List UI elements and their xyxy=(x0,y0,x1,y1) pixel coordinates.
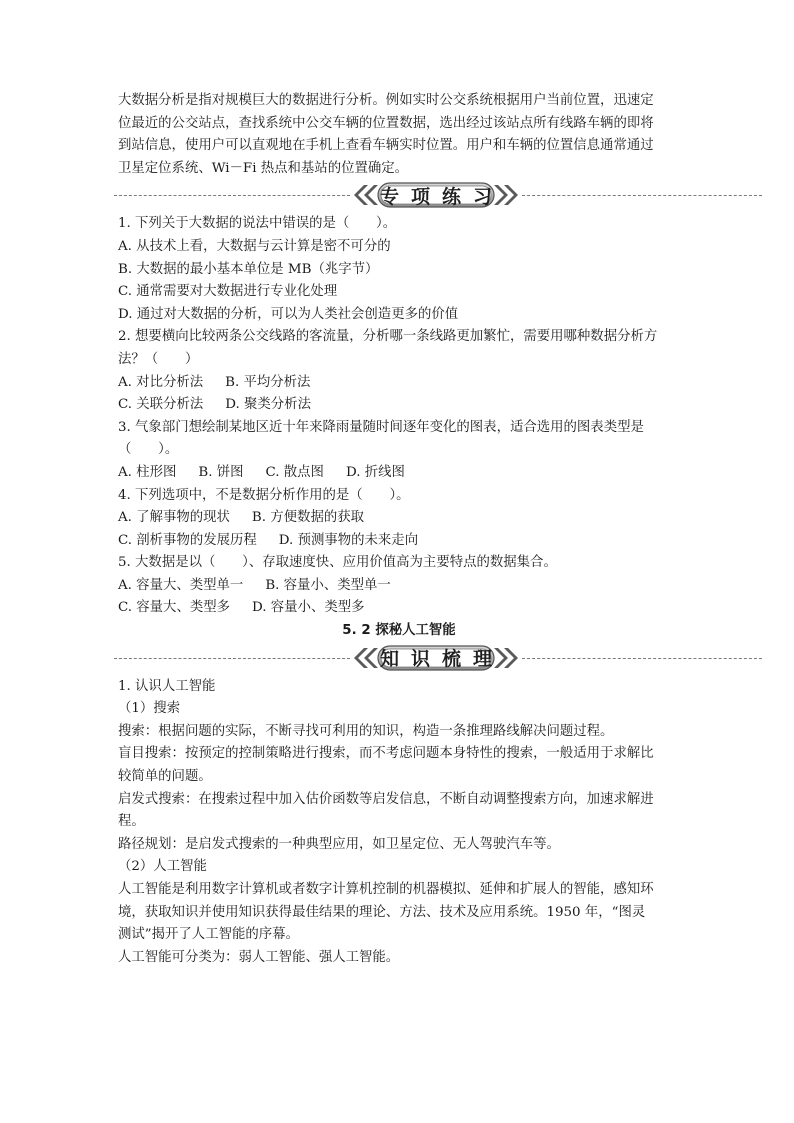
intro-paragraph xyxy=(118,90,680,180)
question-3 xyxy=(118,417,680,485)
question-4 xyxy=(118,485,680,553)
banner-divider-left xyxy=(114,195,350,196)
banner-ribbon xyxy=(350,645,522,671)
question-5 xyxy=(118,552,680,620)
intro-line: 卫星定位系统、Wi－Fi 热点和基站的位置确定。 xyxy=(118,160,409,176)
options-row xyxy=(118,575,680,598)
question-stem: 4. 下列选项中，不是数据分析作用的是（ ）。 xyxy=(118,487,410,503)
option-d: D. 折线图 xyxy=(345,464,405,480)
definition-ai: 测试”揭开了人工智能的序幕。 xyxy=(118,927,299,943)
question-stem: 5. 大数据是以（ ）、存取速度快、应用价值高为主要特点的数据集合。 xyxy=(118,555,557,571)
definition-heuristic-search: 启发式搜索：在搜索过程中加入估价函数等启发信息，不断自动调整搜索方向，加速求解进 xyxy=(118,791,654,807)
definition-blind-search: 较简单的问题。 xyxy=(118,769,212,785)
option-c: C. 散点图 xyxy=(265,464,324,480)
option-c: C. 容量大、类型多 xyxy=(118,600,231,616)
question-stem: 3. 气象部门想绘制某地区近十年来降雨量随时间逐年变化的图表，适合选用的图表类型是 xyxy=(118,419,644,435)
options-row xyxy=(118,462,680,485)
banner-char: 理 xyxy=(472,648,492,671)
banner-char: 知 xyxy=(380,648,400,671)
banner-char: 练 xyxy=(441,185,461,208)
option-d: D. 聚类分析法 xyxy=(225,397,311,413)
option-a: A. 了解事物的现状 xyxy=(118,510,230,526)
options-row xyxy=(118,597,680,620)
banner-divider-left xyxy=(114,658,350,659)
question-2 xyxy=(118,326,680,416)
option-c: C. 关联分析法 xyxy=(118,397,204,413)
option-d: D. 容量小、类型多 xyxy=(252,600,365,616)
definition-ai: 人工智能是利用数字计算机或者数字计算机控制的机器模拟、延伸和扩展人的智能，感知环 xyxy=(118,882,654,897)
section-banner-knowledge xyxy=(114,644,762,674)
option-a: A. 容量大、类型单一 xyxy=(118,577,244,593)
options-row xyxy=(118,530,680,553)
question-stem: 法？（ ） xyxy=(118,351,199,367)
options-row xyxy=(118,394,680,417)
option-b: B. 平均分析法 xyxy=(225,374,311,390)
definition-search: 搜索：根据问题的实际，不断寻找可利用的知识，构造一条推理路线解决问题过程。 xyxy=(118,723,614,739)
definition-path-planning: 路径规划：是启发式搜索的一种典型应用，如卫星定位、无人驾驶汽车等。 xyxy=(118,836,560,852)
knowledge-subheading: （1）搜索 xyxy=(118,701,181,717)
option-c: C. 剖析事物的发展历程 xyxy=(118,532,257,548)
definition-ai: 境，获取知识并使用知识获得最佳结果的理论、方法、技术及应用系统。1950 年，“图灵 xyxy=(118,904,646,920)
option-b: B. 方便数据的获取 xyxy=(251,510,365,526)
page-content xyxy=(118,90,680,969)
question-stem: （ ）。 xyxy=(118,442,179,458)
section-heading: 5. 2 探秘人工智能 xyxy=(342,623,456,639)
options-row xyxy=(118,507,680,530)
knowledge-heading: 1. 认识人工智能 xyxy=(118,678,216,694)
option-d: D. 预测事物的未来走向 xyxy=(278,532,419,548)
intro-line: 大数据分析是指对规模巨大的数据进行分析。例如实时公交系统根据用户当前位置，迅速定 xyxy=(118,93,654,108)
option-b: B. 大数据的最小基本单位是 MB（兆字节） xyxy=(118,261,379,277)
question-stem: 1. 下列关于大数据的说法中错误的是（ ）。 xyxy=(118,216,397,232)
option-a: A. 对比分析法 xyxy=(118,374,204,390)
option-a: A. 从技术上看，大数据与云计算是密不可分的 xyxy=(118,238,391,254)
banner-char: 项 xyxy=(410,185,430,208)
banner-char: 识 xyxy=(410,648,430,671)
option-c: C. 通常需要对大数据进行专业化处理 xyxy=(118,284,338,300)
options-row xyxy=(118,372,680,395)
option-d: D. 通过对大数据的分析，可以为人类社会创造更多的价值 xyxy=(118,306,459,322)
banner-char: 梳 xyxy=(441,648,461,671)
ai-classification: 人工智能可分类为：弱人工智能、强人工智能。 xyxy=(118,949,400,965)
definition-blind-search: 盲目搜索：按预定的控制策略进行搜索，而不考虑问题本身特性的搜索，一般适用于求解比 xyxy=(118,746,654,762)
knowledge-subheading: （2）人工智能 xyxy=(118,859,207,875)
definition-heuristic-search: 程。 xyxy=(118,814,145,830)
section-banner-practice xyxy=(114,181,762,211)
banner-char: 专 xyxy=(380,185,400,208)
option-b: B. 饼图 xyxy=(198,464,244,480)
knowledge-section xyxy=(118,676,680,970)
option-b: B. 容量小、类型单一 xyxy=(265,577,391,593)
option-a: A. 柱形图 xyxy=(118,464,177,480)
intro-line: 位最近的公交站点，查找系统中公交车辆的位置数据，选出经过该站点所有线路车辆的即将 xyxy=(118,115,654,131)
question-1 xyxy=(118,213,680,326)
banner-divider-right xyxy=(522,658,762,659)
banner-ribbon xyxy=(350,182,522,208)
banner-divider-right xyxy=(522,195,762,196)
intro-line: 到站信息，使用户可以直观地在手机上查看车辆实时位置。用户和车辆的位置信息通常通过 xyxy=(118,138,654,154)
banner-char: 习 xyxy=(472,185,492,208)
question-stem: 2. 想要横向比较两条公交线路的客流量，分析哪一条线路更加繁忙，需要用哪种数据分析方 xyxy=(118,329,658,345)
banner-title-knowledge xyxy=(380,645,492,671)
banner-title-practice xyxy=(380,182,492,208)
